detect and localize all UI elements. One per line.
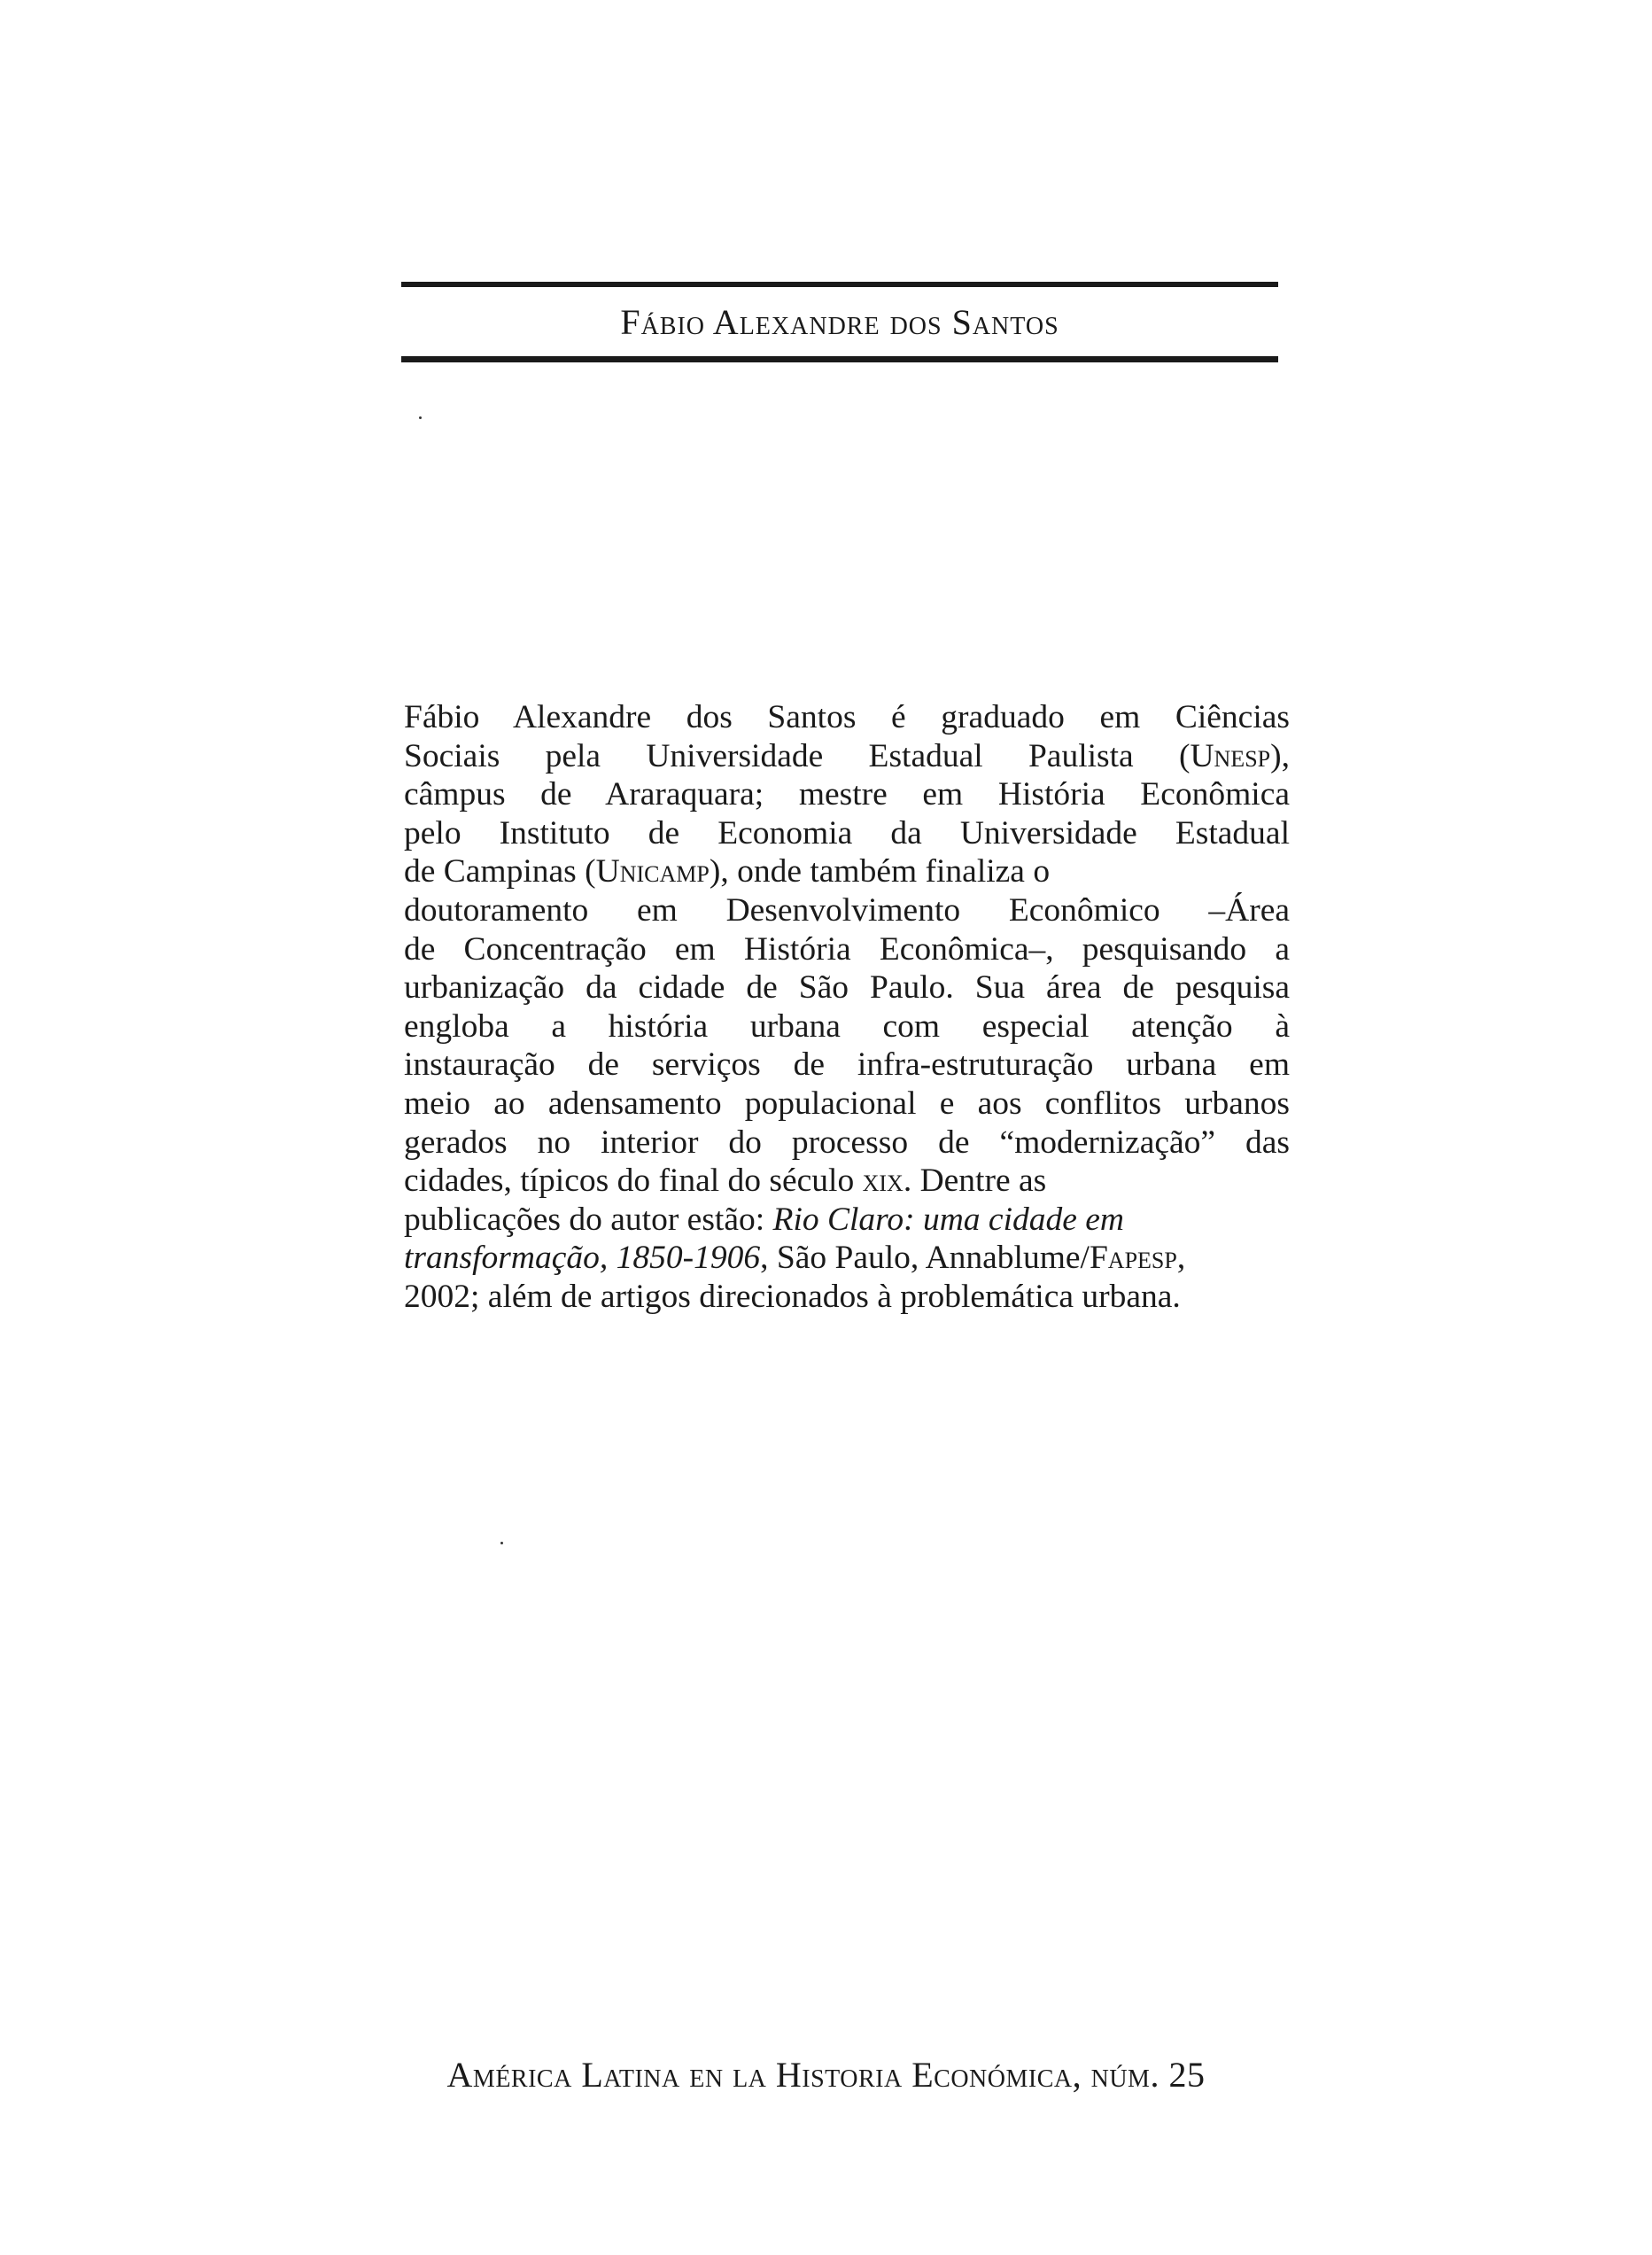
bio-line: engloba a história urbana com especial atenção à xyxy=(404,1007,1290,1045)
bio-line: pelo Instituto de Economia da Universidade Estadual xyxy=(404,814,1290,851)
century-numeral: xix xyxy=(862,1162,904,1200)
bio-line: câmpus de Araraquara; mestre em História Econômica xyxy=(404,776,1290,813)
bio-line: instauração de serviços de infra-estruturação urbana em xyxy=(404,1046,1290,1084)
book-title: transformação, 1850-1906 xyxy=(404,1240,761,1277)
journal-title: América Latina en la Historia Económica, núm. xyxy=(446,2055,1160,2095)
bio-line: publicações do autor estão: Rio Claro: uma cidade em xyxy=(404,1201,1124,1238)
acronym: Unesp xyxy=(1190,737,1271,774)
bio-line: de Campinas (Unicamp), onde também finaliza o xyxy=(404,853,1051,890)
page-footer xyxy=(0,2054,1652,2096)
acronym: Unicamp xyxy=(595,853,710,890)
bio-line: meio ao adensamento populacional e aos conflitos urbanos xyxy=(404,1085,1290,1122)
print-speck xyxy=(419,416,422,419)
book-title: Rio Claro: uma cidade em xyxy=(772,1201,1124,1238)
author-bio xyxy=(404,698,1290,1317)
print-speck xyxy=(500,1542,503,1544)
bio-line: 2002; além de artigos direcionados à problemática urbana. xyxy=(404,1278,1181,1315)
issue-number: 25 xyxy=(1168,2055,1206,2095)
bio-line: Fábio Alexandre dos Santos é graduado em Ciências xyxy=(404,699,1290,735)
header-bottom-rule xyxy=(401,356,1278,362)
bio-line: doutoramento em Desenvolvimento Econômico –Área xyxy=(404,891,1290,929)
bio-line: gerados no interior do processo de “modernização” das xyxy=(404,1124,1290,1161)
running-head: Fábio Alexandre dos Santos xyxy=(620,302,1059,342)
bio-line: Sociais pela Universidade Estadual Paulista (Unesp), xyxy=(404,737,1290,774)
bio-line: transformação, 1850-1906, São Paulo, Annablume/Fapesp, xyxy=(404,1240,1186,1277)
acronym: Fapesp xyxy=(1089,1240,1177,1277)
running-head-block xyxy=(401,282,1278,362)
bio-line: cidades, típicos do final do século xix. Dentre as xyxy=(404,1162,1047,1200)
bio-line: urbanização da cidade de São Paulo. Sua área de pesquisa xyxy=(404,969,1290,1007)
bio-line: de Concentração em História Econômica–, pesquisando a xyxy=(404,930,1290,968)
